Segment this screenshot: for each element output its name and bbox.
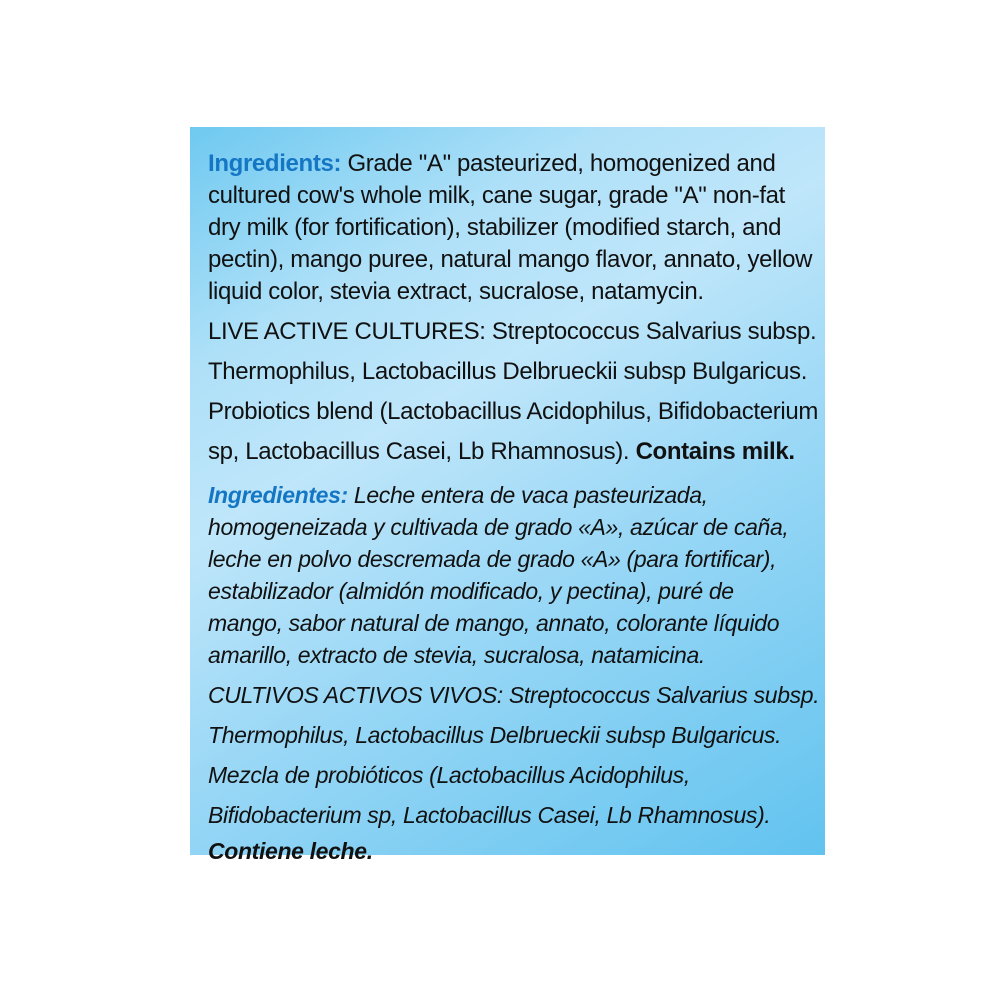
spanish-ingredients-text-4: estabilizador (almidón modificado, y pectina), puré de: [208, 578, 734, 604]
spanish-ingredients-text-3: leche en polvo descremada de grado «A» (para fortificar),: [208, 546, 777, 572]
english-ingredients-text-5: liquid color, stevia extract, sucralose, natamycin.: [208, 278, 704, 305]
spanish-cultures-text-2: Thermophilus, Lactobacillus Delbrueckii subsp Bulgaricus.: [208, 722, 782, 748]
english-ingredients-text-3: dry milk (for fortification), stabilizer (modified starch, and: [208, 214, 782, 241]
english-cultures-text-4: sp, Lactobacillus Casei, Lb Rhamnosus).: [208, 438, 636, 465]
spanish-ingredients-text-2: homogeneizada y cultivada de grado «A», azúcar de caña,: [208, 514, 789, 540]
spanish-cultures-text-1: CULTIVOS ACTIVOS VIVOS: Streptococcus Salvarius subsp.: [208, 682, 820, 708]
spanish-ingredients-text-6: amarillo, extracto de stevia, sucralosa, natamicina.: [208, 642, 705, 668]
spanish-allergen-statement: Contiene leche.: [208, 838, 373, 864]
spanish-ingredients-line-1: [208, 479, 818, 511]
english-cultures-text-2: Thermophilus, Lactobacillus Delbrueckii subsp Bulgaricus.: [208, 358, 808, 385]
spanish-ingredients-text-1: Leche entera de vaca pasteurizada,: [347, 482, 708, 508]
english-cultures-text-3: Probiotics blend (Lactobacillus Acidophilus, Bifidobacterium: [208, 398, 819, 425]
spanish-cultures-text-4: Bifidobacterium sp, Lactobacillus Casei, Lb Rhamnosus).: [208, 802, 771, 828]
english-ingredients-heading: Ingredients:: [208, 150, 342, 177]
english-ingredients-text-2: cultured cow's whole milk, cane sugar, grade "A" non-fat: [208, 182, 785, 209]
english-cultures-text-1: LIVE ACTIVE CULTURES: Streptococcus Salvarius subsp.: [208, 318, 817, 345]
english-cultures-line-4: [208, 432, 818, 472]
english-ingredients-text-1: Grade "A" pasteurized, homogenized and: [341, 150, 776, 177]
spanish-ingredients-heading: Ingredientes:: [208, 482, 348, 508]
spanish-cultures-text-3: Mezcla de probióticos (Lactobacillus Acidophilus,: [208, 762, 690, 788]
ingredients-label-panel: [190, 127, 825, 864]
spanish-ingredients-text-5: mango, sabor natural de mango, annato, colorante líquido: [208, 610, 780, 636]
english-allergen-statement: Contains milk.: [635, 438, 795, 465]
english-ingredients-line-1: [208, 148, 818, 180]
english-ingredients-block: [208, 148, 818, 472]
spanish-ingredients-block: [208, 479, 818, 867]
english-ingredients-text-4: pectin), mango puree, natural mango flavor, annato, yellow: [208, 246, 813, 273]
